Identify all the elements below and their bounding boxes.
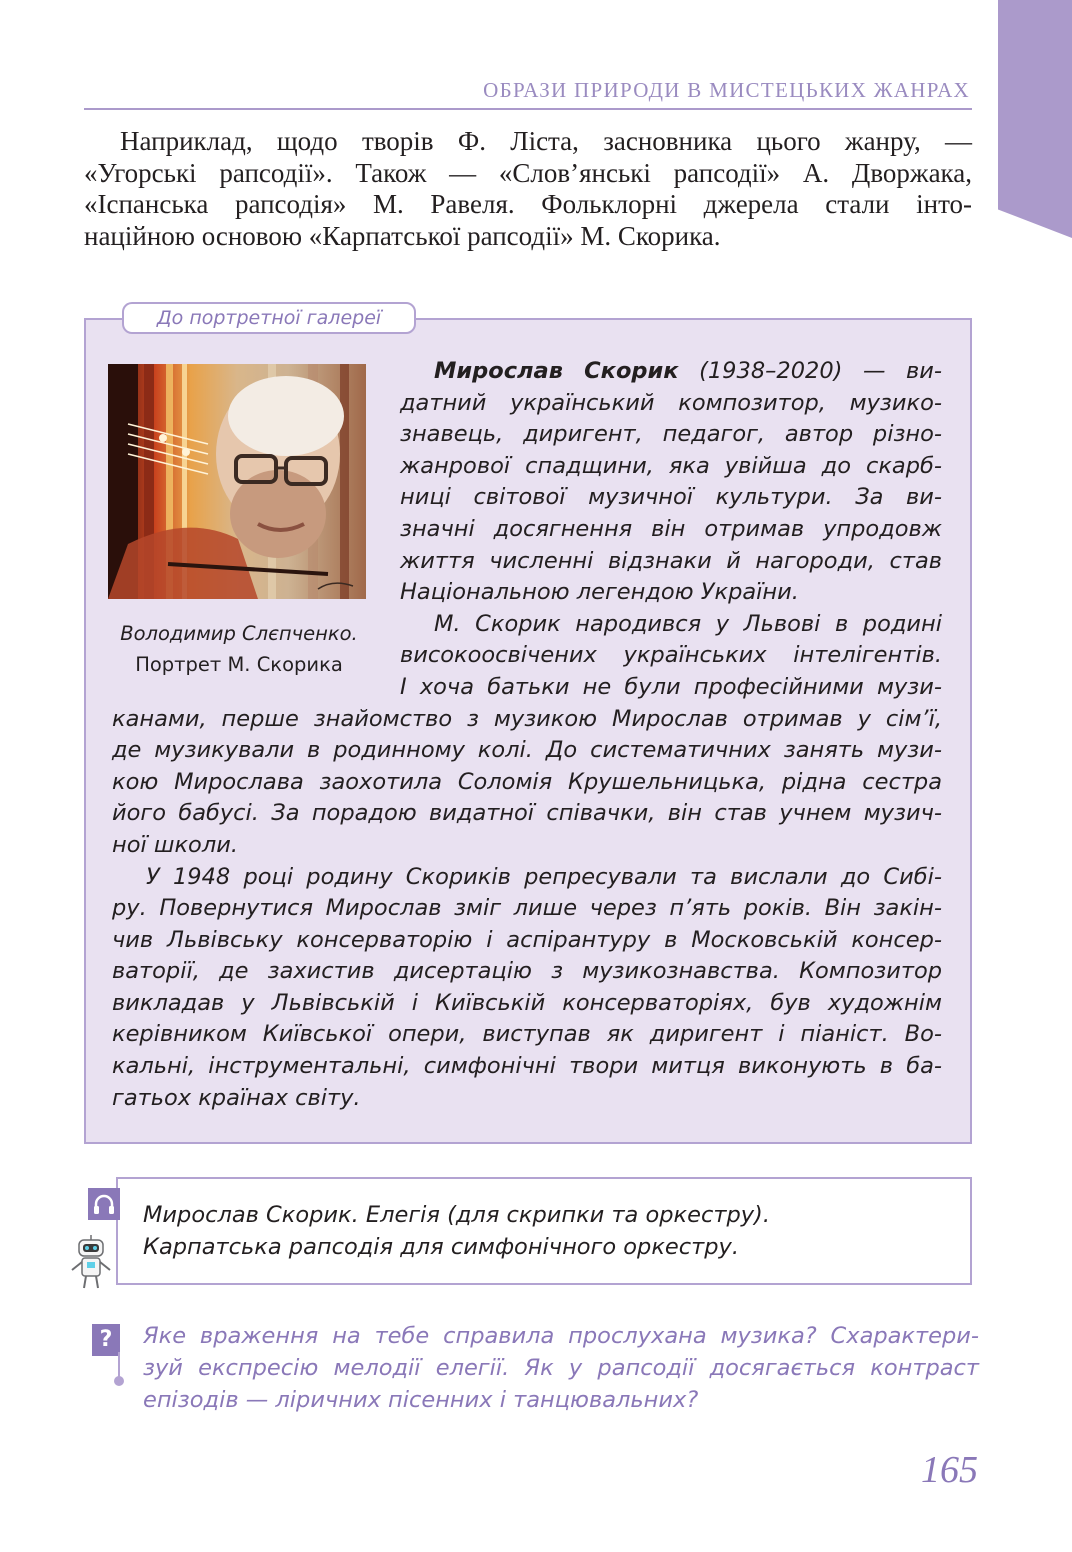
bio-line: ниці світової музичної культури. За ви- [400,484,942,511]
bio-line: кою Мирослава заохотила Соломія Крушельницька, рідна сестра [112,768,942,795]
bio-line: Національною легендою України. [400,579,799,606]
bio-line: І хоча батьки не були професійними музи- [400,673,942,700]
question-line: зуй експресію мелодії елегії. Як у рапсодії досягається контраст [143,1355,979,1381]
bio-line: викладав у Львівській і Київській консерваторіях, був художнім [112,989,942,1016]
running-header-title: ОБРАЗИ ПРИРОДИ В МИСТЕЦЬКИХ ЖАНРАХ [483,78,970,102]
intro-paragraph [84,126,972,252]
bio-line: гатьох країнах світу. [112,1084,361,1111]
bio-line: М. Скорик народився у Львові в родині [434,610,942,637]
bio-line: датний український композитор, музико- [400,389,942,416]
bio-line: чив Львівську консерваторію і аспірантуру в Московській консер- [112,926,942,953]
question-text [143,1320,979,1416]
question-line: епізодів — ліричних пісенних і танцювальних? [143,1387,699,1413]
section-corner-tab [998,0,1072,238]
bio-line: ної школи. [112,831,238,858]
intro-line: наційною основою «Карпатської рапсодії» М. Скорика. [84,220,721,251]
portrait-caption-title: Портрет М. Скорика [135,653,343,676]
bio-line: його бабусі. За порадою видатної співачки, він став учнем музич- [112,800,942,827]
biography-text [112,356,942,1114]
bio-name: Мирослав Скорик [434,358,679,384]
bio-line: знавець, диригент, педагог, автор різно- [400,421,942,448]
bio-line: жанрової спадщини, яка увійша до скарб- [400,452,942,479]
intro-line: «Угорські рапсодії». Також — «Слов’янські рапсодії» А. Дворжака, [84,157,972,188]
page-number: 165 [921,1449,978,1491]
question-marker-line [118,1352,120,1378]
question-icon: ? [92,1324,120,1356]
bio-line: кальні, інструментальні, симфонічні твори митця виконують в ба- [112,1053,942,1080]
robot-icon [66,1234,116,1292]
intro-line: «Іспанська рапсодія» М. Равеля. Фольклорні джерела стали інто- [84,189,972,219]
listening-item: Карпатська рапсодія для симфонічного оркестру. [143,1233,739,1260]
bio-line: де музикували в родинному колі. До систематичних занять музи- [112,737,942,764]
bio-line: ваторії, де захистив дисертацію з музикознавства. Композитор [112,958,942,985]
listening-list [143,1200,943,1263]
running-header [84,74,972,110]
bio-line: керівником Київської опери, виступав як диригент і піаніст. Во- [112,1021,942,1048]
bio-line: канами, перше знайомство з музикою Мирослав отримав у сім’ї, [112,705,942,732]
intro-line: Наприклад, щодо творів Ф. Ліста, засновника цього жанру, — [120,126,972,156]
bio-line: життя численні відзнаки й нагороди, став [400,547,942,574]
bio-line-tail: (1938–2020) — ви- [678,358,942,384]
listening-item: Мирослав Скорик. Елегія (для скрипки та оркестру). [143,1202,770,1228]
bio-line: високоосвічених українських інтелігентів. [400,642,942,669]
bio-line: значні досягнення він отримав упродовж [400,515,942,542]
portrait-gallery-tag: До портретної галереї [122,302,416,334]
headphones-icon [88,1188,120,1220]
question-line: Яке враження на тебе справила прослухана музика? Схарактери- [143,1323,979,1349]
question-marker-dot [114,1376,124,1386]
bio-line: У 1948 році родину Скориків репресували та вислали до Сибі- [146,863,942,890]
bio-line [400,356,942,388]
portrait-caption-author: Володимир Слєпченко. [120,622,358,645]
bio-line: ру. Повернутися Мирослав зміг лише через п’ять років. Він закін- [112,895,942,922]
